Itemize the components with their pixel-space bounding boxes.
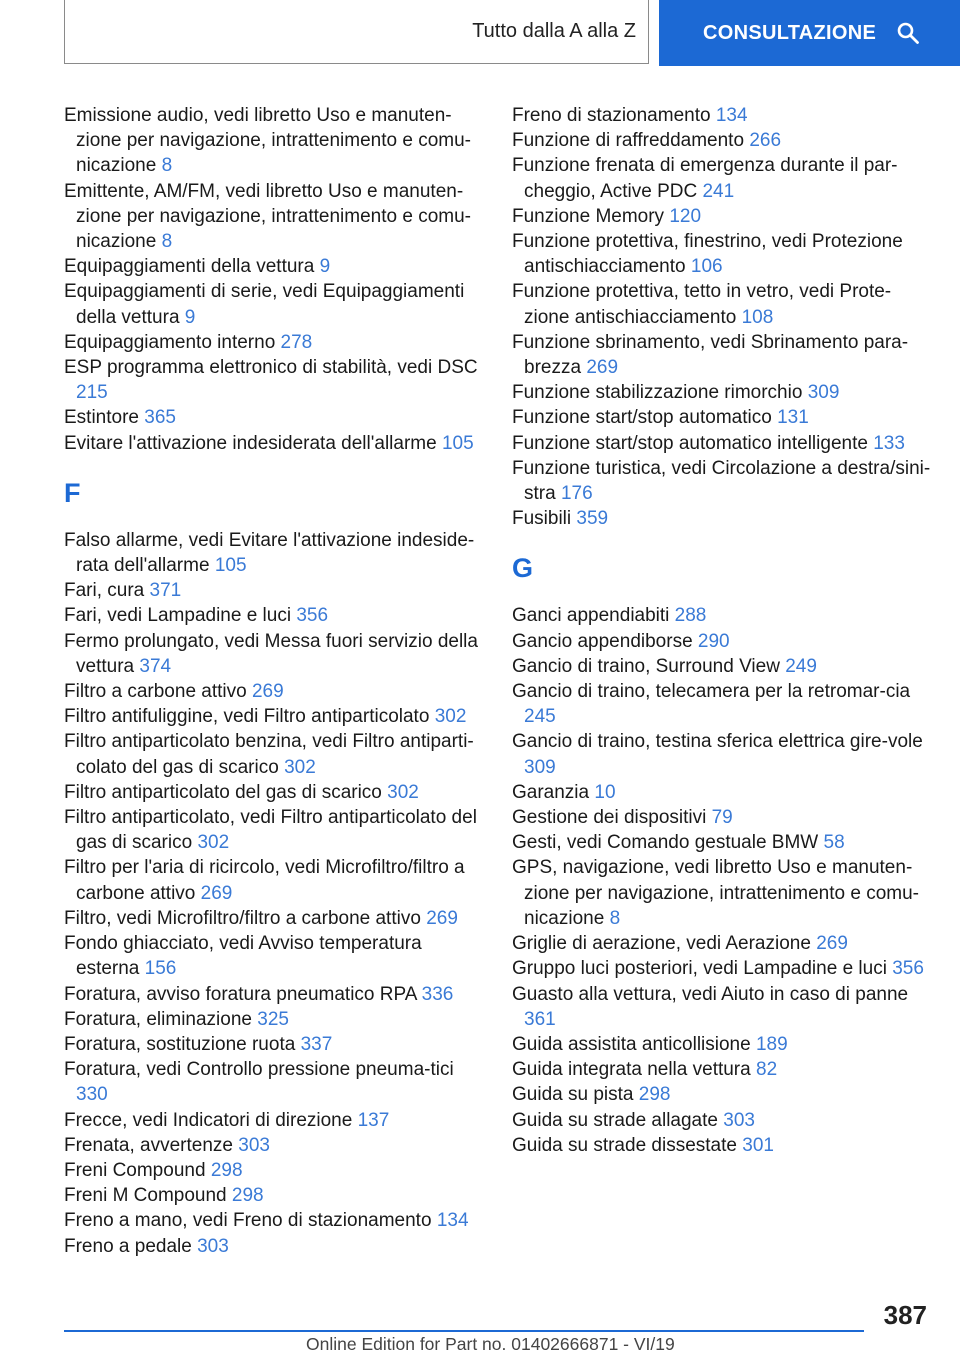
index-entry bbox=[512, 830, 932, 855]
index-entry bbox=[64, 330, 484, 355]
page-link[interactable]: 269 bbox=[586, 357, 619, 379]
page-link[interactable]: 309 bbox=[524, 756, 556, 778]
index-entry bbox=[64, 982, 484, 1007]
page-link[interactable]: 8 bbox=[609, 907, 621, 929]
page-link[interactable]: 9 bbox=[184, 306, 196, 328]
consultazione-tab-label: CONSULTAZIONE bbox=[703, 21, 877, 44]
index-entry bbox=[64, 103, 484, 179]
index-entry-text: Guida assistita anticollisione bbox=[512, 1033, 751, 1055]
page-link[interactable]: 269 bbox=[251, 681, 284, 703]
footer-divider bbox=[64, 1330, 864, 1332]
index-entry bbox=[64, 855, 484, 905]
index-entry-text: Filtro a carbone attivo bbox=[64, 681, 247, 703]
page-link[interactable]: 361 bbox=[524, 1008, 556, 1030]
page-link[interactable]: 134 bbox=[436, 1210, 469, 1232]
page-link[interactable]: 330 bbox=[76, 1084, 108, 1106]
page-link[interactable]: 359 bbox=[576, 508, 609, 530]
index-entry-text: Gancio di traino, testina sferica elettrica gire-vole bbox=[512, 731, 923, 753]
index-entry bbox=[512, 204, 932, 229]
page-link[interactable]: 302 bbox=[197, 832, 230, 854]
page-link[interactable]: 189 bbox=[755, 1033, 788, 1055]
section-letter-g: G bbox=[512, 553, 534, 584]
page-link[interactable]: 79 bbox=[711, 807, 733, 829]
index-entry-text: Equipaggiamento interno bbox=[64, 331, 276, 353]
index-entry bbox=[512, 405, 932, 430]
index-entry bbox=[64, 629, 484, 679]
index-entry-text: Funzione di raffreddamento bbox=[512, 130, 745, 152]
index-entry-text: Emittente, AM/FM, vedi libretto Uso e manuten-zione per navigazione, intrattenimento e comu-nicazione bbox=[64, 180, 472, 253]
index-entry-text: Gancio di traino, telecamera per la retromar-cia bbox=[512, 681, 911, 703]
index-entry-text: Filtro, vedi Microfiltro/filtro a carbone attivo bbox=[64, 907, 421, 929]
page-link[interactable]: 176 bbox=[560, 483, 593, 505]
index-entry bbox=[64, 1133, 484, 1158]
index-entry-text: Freno a pedale bbox=[64, 1235, 192, 1257]
index-column-right bbox=[512, 103, 932, 1158]
page-link[interactable]: 288 bbox=[674, 605, 707, 627]
index-entry bbox=[64, 1183, 484, 1208]
index-entry-text: Fari, vedi Lampadine e luci bbox=[64, 605, 292, 627]
page-link[interactable]: 356 bbox=[296, 605, 329, 627]
page-link[interactable]: 269 bbox=[426, 907, 458, 929]
index-entry bbox=[64, 1108, 484, 1133]
index-entry-text: Gesti, vedi Comando gestuale BMW bbox=[512, 832, 819, 854]
section-letter-f: F bbox=[64, 477, 81, 508]
entry-list bbox=[64, 528, 484, 1259]
page-link[interactable]: 303 bbox=[197, 1235, 229, 1257]
search-icon bbox=[896, 21, 920, 45]
index-entry-text: Foratura, eliminazione bbox=[64, 1008, 252, 1030]
index-entry bbox=[64, 603, 484, 628]
index-entry-text: Frecce, vedi Indicatori di direzione bbox=[64, 1109, 353, 1131]
page-link[interactable]: 298 bbox=[231, 1185, 264, 1207]
index-entry bbox=[512, 780, 932, 805]
index-entry-text: Fermo prolungato, vedi Messa fuori servizio della vettura bbox=[64, 630, 478, 677]
page-link[interactable]: 9 bbox=[319, 256, 331, 278]
page-link[interactable]: 8 bbox=[161, 231, 173, 253]
index-entry bbox=[64, 355, 484, 405]
index-column-left bbox=[64, 103, 484, 1259]
index-entry-text: Funzione stabilizzazione rimorchio bbox=[512, 382, 803, 404]
index-entry bbox=[64, 729, 484, 779]
index-entry bbox=[512, 1133, 932, 1158]
index-entry-text: Filtro antiparticolato del gas di scarico bbox=[64, 781, 382, 803]
index-entry bbox=[64, 704, 484, 729]
consultazione-tab[interactable] bbox=[659, 0, 960, 66]
page-link[interactable]: 58 bbox=[823, 832, 845, 854]
index-entry-text: Ganci appendiabiti bbox=[512, 605, 670, 627]
index-entry bbox=[512, 1082, 932, 1107]
index-entry bbox=[512, 805, 932, 830]
page-link[interactable]: 137 bbox=[357, 1109, 390, 1131]
index-entry bbox=[64, 1032, 484, 1057]
section-header bbox=[64, 0, 649, 64]
index-entry-text: Foratura, vedi Controllo pressione pneuma-tici bbox=[64, 1059, 454, 1081]
page-link[interactable]: 10 bbox=[594, 781, 616, 803]
index-entry-text: Gruppo luci posteriori, vedi Lampadine e luci bbox=[512, 958, 887, 980]
index-entry-text: Funzione frenata di emergenza durante il par-cheggio, Active PDC bbox=[512, 155, 898, 202]
index-entry bbox=[64, 780, 484, 805]
index-entry-text: Freno di stazionamento bbox=[512, 105, 711, 126]
index-entry-text: Fari, cura bbox=[64, 580, 145, 602]
entry-list bbox=[512, 603, 932, 1157]
index-entry-text: Griglie di aerazione, vedi Aerazione bbox=[512, 933, 811, 955]
index-entry bbox=[512, 153, 932, 203]
page-link[interactable]: 309 bbox=[807, 382, 840, 404]
page-link[interactable]: 298 bbox=[638, 1084, 671, 1106]
page-link[interactable]: 301 bbox=[742, 1134, 774, 1156]
index-entry-text: Frenata, avvertenze bbox=[64, 1134, 233, 1156]
index-entry-text: Freno a mano, vedi Freno di stazionamento bbox=[64, 1210, 432, 1232]
index-entry bbox=[64, 931, 484, 981]
page-link[interactable]: 269 bbox=[816, 933, 848, 955]
page-link[interactable]: 105 bbox=[214, 555, 247, 577]
index-entry bbox=[512, 956, 932, 981]
page-link[interactable]: 302 bbox=[434, 706, 467, 728]
index-entry-text: Evitare l'attivazione indesiderata dell'allarme bbox=[64, 432, 437, 454]
index-entry bbox=[512, 1032, 932, 1057]
page-link[interactable]: 336 bbox=[421, 983, 454, 1005]
index-entry bbox=[512, 380, 932, 405]
entry-list bbox=[512, 103, 932, 531]
index-entry-text: Freni Compound bbox=[64, 1159, 206, 1181]
index-entry-text: Filtro antiparticolato benzina, vedi Filtro antiparti-colato del gas di scarico bbox=[64, 731, 474, 778]
page-link[interactable]: 134 bbox=[715, 105, 748, 126]
index-entry bbox=[512, 330, 932, 380]
page-link[interactable]: 303 bbox=[723, 1109, 755, 1131]
index-entry bbox=[64, 679, 484, 704]
page-link[interactable]: 106 bbox=[690, 256, 723, 278]
page-link[interactable]: 269 bbox=[200, 882, 233, 904]
index-entry bbox=[64, 528, 484, 578]
index-entry bbox=[64, 1208, 484, 1233]
index-entry bbox=[512, 629, 932, 654]
index-entry-text: Funzione Memory bbox=[512, 205, 665, 227]
page-link[interactable]: 133 bbox=[873, 432, 905, 454]
page-link[interactable]: 302 bbox=[284, 756, 316, 778]
index-entry bbox=[512, 679, 932, 729]
index-entry-text: Equipaggiamenti di serie, vedi Equipaggiamenti della vettura bbox=[64, 281, 465, 328]
footer-edition: Online Edition for Part no. 01402666871 - VI/19 bbox=[306, 1334, 675, 1354]
index-entry-text: Filtro per l'aria di ricircolo, vedi Microfiltro/filtro a carbone attivo bbox=[64, 857, 465, 904]
index-entry-text: Filtro antiparticolato, vedi Filtro antiparticolato del gas di scarico bbox=[64, 807, 477, 854]
page-link[interactable]: 8 bbox=[161, 155, 173, 177]
index-entry-text: Funzione sbrinamento, vedi Sbrinamento para-brezza bbox=[512, 331, 909, 379]
page-link[interactable]: 241 bbox=[702, 180, 735, 202]
page-link[interactable]: 82 bbox=[756, 1059, 778, 1081]
page-link[interactable]: 105 bbox=[441, 432, 474, 454]
index-entry-text: Gestione dei dispositivi bbox=[512, 807, 707, 829]
index-entry-text: Emissione audio, vedi libretto Uso e manuten-zione per navigazione, intrattenimento e comu-nicazione bbox=[64, 105, 472, 177]
index-entry-text: Guida su strade dissestate bbox=[512, 1134, 737, 1156]
index-entry bbox=[512, 229, 932, 279]
index-entry-text: Guida integrata nella vettura bbox=[512, 1059, 751, 1081]
page-link[interactable]: 371 bbox=[149, 580, 182, 602]
index-entry bbox=[64, 431, 484, 456]
index-entry bbox=[64, 254, 484, 279]
index-entry-text: Funzione start/stop automatico bbox=[512, 407, 772, 429]
index-entry bbox=[512, 982, 932, 1032]
index-entry bbox=[64, 578, 484, 603]
page-link[interactable]: 298 bbox=[210, 1159, 243, 1181]
index-entry-text: Foratura, sostituzione ruota bbox=[64, 1033, 296, 1055]
index-entry-text: Filtro antifuliggine, vedi Filtro antiparticolato bbox=[64, 706, 430, 728]
index-entry-text: Fondo ghiacciato, vedi Avviso temperatura esterna bbox=[64, 933, 422, 980]
index-entry bbox=[64, 1057, 484, 1107]
index-entry bbox=[64, 1158, 484, 1183]
index-entry-text: Guida su pista bbox=[512, 1084, 634, 1106]
page-link[interactable]: 303 bbox=[238, 1134, 270, 1156]
index-entry bbox=[512, 279, 932, 329]
index-entry bbox=[512, 1057, 932, 1082]
index-entry bbox=[512, 128, 932, 153]
index-entry bbox=[64, 1234, 484, 1259]
index-entry-text: Guida su strade allagate bbox=[512, 1109, 718, 1131]
index-entry bbox=[512, 654, 932, 679]
page-number: 387 bbox=[883, 1300, 927, 1330]
index-entry-text: Estintore bbox=[64, 407, 139, 429]
index-entry-text: Funzione start/stop automatico intelligente bbox=[512, 432, 868, 454]
index-entry bbox=[512, 1108, 932, 1133]
index-entry-text: Gancio di traino, Surround View bbox=[512, 655, 780, 677]
page-link[interactable]: 266 bbox=[749, 130, 782, 152]
index-entry bbox=[512, 603, 932, 628]
index-entry bbox=[512, 729, 932, 779]
page-link[interactable]: 337 bbox=[300, 1033, 333, 1055]
page-link[interactable]: 249 bbox=[785, 655, 817, 677]
page-link[interactable]: 215 bbox=[76, 382, 108, 404]
page-link[interactable]: 131 bbox=[777, 407, 809, 429]
index-entry bbox=[512, 431, 932, 456]
page-link[interactable]: 356 bbox=[892, 958, 924, 980]
entry-list bbox=[64, 103, 484, 456]
index-entry-text: Funzione protettiva, finestrino, vedi Protezione antischiacciamento bbox=[512, 231, 903, 278]
index-entry bbox=[64, 405, 484, 430]
page-link[interactable]: 302 bbox=[387, 781, 419, 803]
page-link[interactable]: 374 bbox=[139, 655, 172, 677]
section-title: Tutto dalla A alla Z bbox=[472, 20, 636, 42]
index-entry-text: Funzione protettiva, tetto in vetro, vedi Prote-zione antischiacciamento bbox=[512, 281, 892, 328]
page-link[interactable]: 290 bbox=[697, 630, 730, 652]
index-entry-text: Falso allarme, vedi Evitare l'attivazione indeside-rata dell'allarme bbox=[64, 529, 475, 577]
index-entry-text: Freni M Compound bbox=[64, 1185, 227, 1207]
index-entry bbox=[512, 456, 932, 506]
index-entry-text: Guasto alla vettura, vedi Aiuto in caso di panne bbox=[512, 983, 909, 1005]
page-link[interactable]: 156 bbox=[144, 958, 177, 980]
index-entry bbox=[512, 931, 932, 956]
index-entry bbox=[512, 855, 932, 931]
page-link[interactable]: 245 bbox=[524, 706, 556, 728]
page-link[interactable]: 278 bbox=[280, 331, 313, 353]
index-entry-text: Fusibili bbox=[512, 508, 572, 530]
page-link[interactable]: 365 bbox=[144, 407, 176, 429]
page-link[interactable]: 120 bbox=[669, 205, 702, 227]
index-entry-text: Gancio appendiborse bbox=[512, 630, 693, 652]
index-entry-text: Foratura, avviso foratura pneumatico RPA bbox=[64, 983, 417, 1005]
index-entry bbox=[64, 179, 484, 255]
page-link[interactable]: 108 bbox=[741, 306, 774, 328]
index-entry bbox=[64, 805, 484, 855]
index-entry bbox=[64, 1007, 484, 1032]
index-entry-text: GPS, navigazione, vedi libretto Uso e manuten-zione per navigazione, intrattenimento e comu-nicazione bbox=[512, 857, 920, 929]
index-entry-text: Garanzia bbox=[512, 781, 590, 803]
index-entry bbox=[64, 906, 484, 931]
index-entry-text: Equipaggiamenti della vettura bbox=[64, 256, 315, 278]
index-entry bbox=[512, 103, 932, 128]
index-entry-text: ESP programma elettronico di stabilità, vedi DSC bbox=[64, 357, 478, 379]
index-entry bbox=[64, 279, 484, 329]
index-entry bbox=[512, 506, 932, 531]
page-link[interactable]: 325 bbox=[257, 1008, 289, 1030]
index-entry-text: Funzione turistica, vedi Circolazione a destra/sini-stra bbox=[512, 457, 931, 505]
